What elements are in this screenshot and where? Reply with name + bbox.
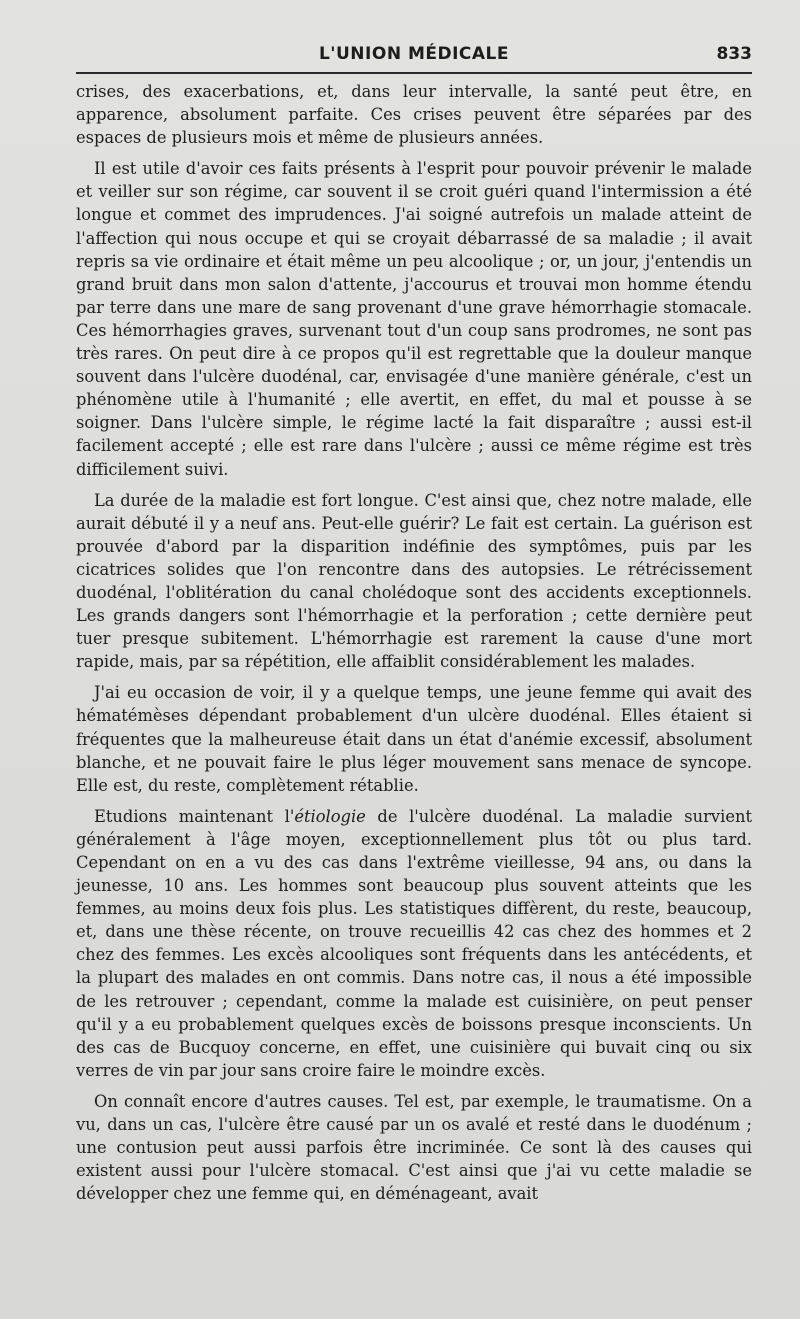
paragraph-5-start: Etudions maintenant l': [94, 806, 295, 826]
body-text: [76, 80, 752, 1213]
paragraph-4: J'ai eu occasion de voir, il y a quelque temps, une jeune femme qui avait des hématémèses dépendant probablement d'un ulcère duodénal. Elles étaient si fréquentes que la malheureuse était dans un état d'anémie excessif, absolument blanche, et ne pouvait faire le plus léger mouvement sans menace de syncope. Elle est, du reste, complètement rétablie.: [76, 683, 752, 795]
page-number: 833: [716, 44, 752, 64]
paragraph-1: crises, des exacerbations, et, dans leur intervalle, la santé peut être, en apparence, absolument parfaite. Ces crises peuvent être séparées par des espaces de plusieurs mois et même de plusieurs années.: [76, 82, 752, 148]
paragraph-5-rest: de l'ulcère duodénal. La maladie survient généralement à l'âge moyen, exceptionnellement plus tôt ou plus tard. Cependant on en a vu des cas dans l'extrême vieillesse, 94 ans, ou dans la jeunesse, 10 ans. Les hommes sont beaucoup plus souvent atteints que les femmes, au moins deux fois plus. Les statistiques diffèrent, du reste, beaucoup, et, dans une thèse récente, on trouve recueillis 42 cas chez des hommes et 2 chez des femmes. Les excès alcooliques sont fréquents dans les antécédents, et la plupart des malades en ont commis. Dans notre cas, il nous a été impossible de les retrouver ; cependant, comme la malade est cuisinière, on peut penser qu'il y a eu probablement quelques excès de boissons presque inconscients. Un des cas de Bucquoy concerne, en effet, une cuisinière qui buvait cinq ou six verres de vin par jour sans croire faire le moindre excès.: [76, 806, 752, 1080]
running-title: L'UNION MÉDICALE: [318, 44, 510, 64]
header-rule: [76, 72, 752, 74]
etiologie-italic: étiologie: [294, 806, 366, 826]
paragraph-5: [76, 805, 752, 1082]
paragraph-6: On connaît encore d'autres causes. Tel est, par exemple, le traumatisme. On a vu, dans un cas, l'ulcère être causé par un os avalé et resté dans le duodénum ; une contusion peut aussi parfois être incriminée. Ce sont là des causes qui existent aussi pour l'ulcère stomacal. C'est ainsi que j'ai vu cette maladie se développer chez une femme qui, en déménageant, avait: [76, 1091, 752, 1204]
paragraph-3: La durée de la maladie est fort longue. C'est ainsi que, chez notre malade, elle aurait débuté il y a neuf ans. Peut-elle guérir? Le fait est certain. La guérison est prouvée d'abord par la disparition indéfinie des symptômes, puis par les cicatrices solides que l'on rencontre dans des autopsies. Le rétrécissement duodénal, l'oblitération du canal cholédoque sont des accidents exceptionnels. Les grands dangers sont l'hémorrhagie et la perforation ; cette dernière peut tuer presque subitement. L'hémorrhagie est rarement la cause d'une mort rapide, mais, par sa répétition, elle affaiblit considérablement les malades.: [76, 490, 752, 672]
paragraph-2: Il est utile d'avoir ces faits présents à l'esprit pour pouvoir prévenir le malade et veiller sur son régime, car souvent il se croit guéri quand l'intermission a été longue et commet des imprudences. J'ai soigné autrefois un malade atteint de l'affection qui nous occupe et qui se croyait débarrassé de sa maladie ; il avait repris sa vie ordinaire et était même un peu alcoolique ; or, un jour, j'entendis un grand bruit dans mon salon d'attente, j'accourus et trouvai mon homme étendu par terre dans une mare de sang provenant d'une grave hémorrhagie stomacale. Ces hémorrhagies graves, survenant tout d'un coup sans prodromes, ne sont pas très rares. On peut dire à ce propos qu'il est regrettable que la douleur manque souvent dans l'ulcère duodénal, car, envisagée d'une manière générale, c'est un phénomène utile à l'humanité ; elle avertit, en effet, du mal et pousse à se soigner. Dans l'ulcère simple, le régime lacté la fait disparaître ; aussi est-il facilement accepté ; elle est rare dans l'ulcère ; aussi ce même régime est très difficilement suivi.: [76, 159, 752, 479]
page-header: [76, 44, 752, 74]
